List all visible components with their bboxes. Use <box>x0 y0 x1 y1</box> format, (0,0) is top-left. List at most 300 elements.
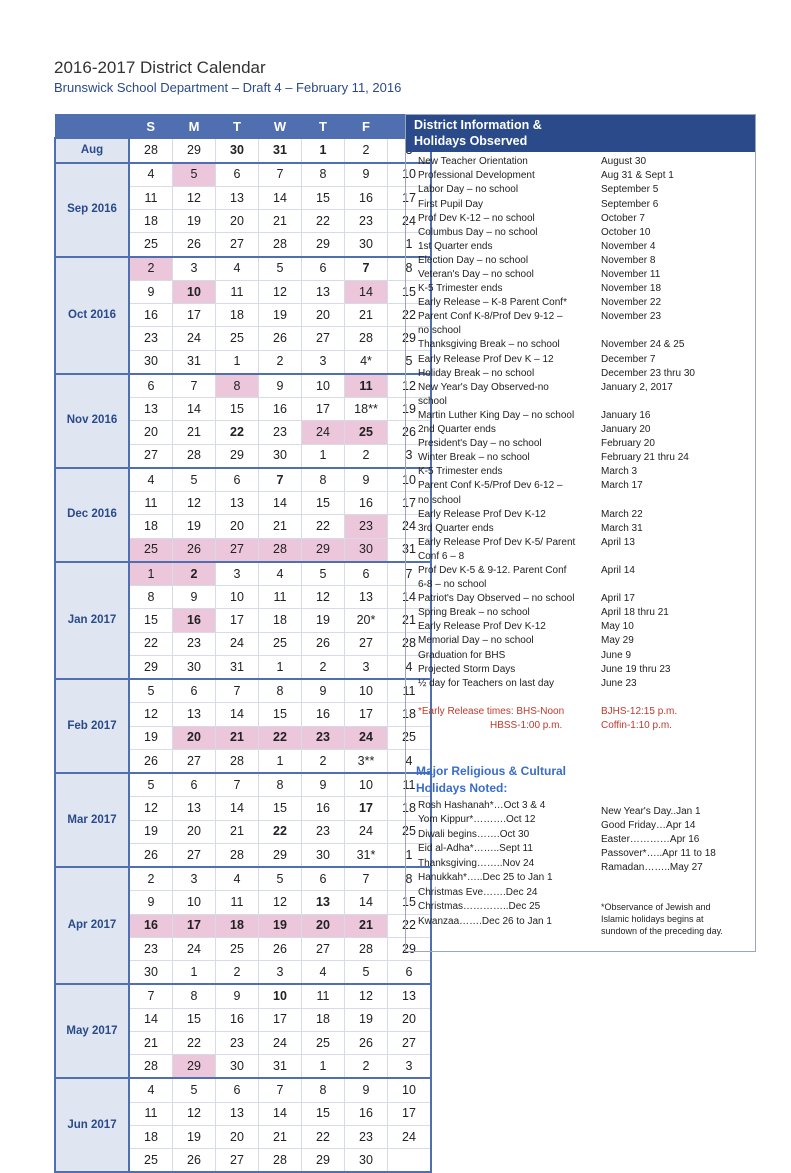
calendar-day: 29 <box>302 1149 345 1173</box>
calendar-day: 21 <box>345 914 388 937</box>
info-row <box>406 169 755 183</box>
calendar-day: 5 <box>129 773 173 797</box>
calendar-day: 22 <box>302 210 345 233</box>
month-label: Apr 2017 <box>55 867 129 984</box>
calendar-day: 12 <box>388 374 432 398</box>
info-row <box>406 282 755 296</box>
calendar-day: 20 <box>302 914 345 937</box>
info-row <box>406 198 755 212</box>
calendar-day: 17 <box>388 1102 432 1125</box>
calendar-day: 4 <box>388 655 432 679</box>
calendar-day: 7 <box>216 773 259 797</box>
info-event: 2nd Quarter ends <box>418 424 496 436</box>
calendar-day: 9 <box>259 374 302 398</box>
info-row <box>406 212 755 226</box>
month-label: Jun 2017 <box>55 1078 129 1172</box>
weekday-header: S <box>129 115 173 139</box>
calendar-week-row <box>55 773 431 797</box>
calendar-day: 26 <box>259 937 302 960</box>
calendar-day: 17 <box>216 609 259 632</box>
calendar-week-row <box>55 867 431 891</box>
calendar-day: 24 <box>216 632 259 655</box>
calendar-day: 11 <box>388 679 432 703</box>
info-date: November 22 <box>601 297 662 309</box>
calendar-day: 3 <box>388 1055 432 1079</box>
calendar-day: 2 <box>345 1055 388 1079</box>
calendar-day: 4 <box>216 867 259 891</box>
religious-list-left <box>406 799 601 937</box>
calendar-day: 20 <box>216 1125 259 1148</box>
calendar-day: 22 <box>173 1031 216 1054</box>
calendar-day: 8 <box>388 257 432 281</box>
calendar-day: 10 <box>345 773 388 797</box>
note-line-2: Islamic holidays begins at <box>601 913 704 924</box>
calendar-day: 14 <box>216 797 259 820</box>
calendar-day: 1 <box>129 562 173 586</box>
info-event: Parent Conf K-8/Prof Dev 9-12 – <box>418 311 563 323</box>
calendar-day: 29 <box>173 1055 216 1079</box>
info-row <box>406 550 755 564</box>
page-title: 2016-2017 District Calendar <box>54 58 266 77</box>
calendar-day: 8 <box>302 468 345 492</box>
calendar-day: 4 <box>302 961 345 985</box>
info-event: First Pupil Day <box>418 198 484 210</box>
calendar-day: 12 <box>129 797 173 820</box>
calendar-day: 26 <box>259 327 302 350</box>
calendar-day: 20 <box>216 515 259 538</box>
calendar-day: 29 <box>173 138 216 162</box>
religious-holidays <box>406 799 755 937</box>
calendar-day: 28 <box>259 233 302 257</box>
calendar-day: 14 <box>345 891 388 914</box>
calendar-day: 17 <box>388 492 432 515</box>
info-event: Columbus Day – no school <box>418 226 538 238</box>
info-event: Graduation for BHS <box>418 649 506 661</box>
calendar-day: 29 <box>302 538 345 562</box>
info-row <box>406 353 755 367</box>
info-event: Patriot's Day Observed – no school <box>418 593 575 605</box>
calendar-day: 24 <box>259 1031 302 1054</box>
info-date: December 7 <box>601 353 656 365</box>
calendar-day: 18 <box>259 609 302 632</box>
calendar-day: 18 <box>302 1008 345 1031</box>
page-subtitle: Brunswick School Department – Draft 4 – February 11, 2016 <box>54 80 402 95</box>
calendar-day: 28 <box>345 327 388 350</box>
calendar-day: 27 <box>302 327 345 350</box>
calendar-day: 26 <box>388 421 432 444</box>
info-row <box>406 367 755 381</box>
info-row <box>406 479 755 493</box>
info-event: Spring Break – no school <box>418 607 530 619</box>
calendar-day: 28 <box>173 444 216 468</box>
calendar-day: 29 <box>216 444 259 468</box>
calendar-day: 11 <box>216 891 259 914</box>
calendar-day: 24 <box>345 726 388 749</box>
info-date: November 11 <box>601 269 661 280</box>
calendar-day: 25 <box>129 538 173 562</box>
calendar-day: 27 <box>216 233 259 257</box>
calendar-day: 16 <box>302 703 345 726</box>
info-row <box>406 578 755 592</box>
calendar-day: 13 <box>345 586 388 609</box>
calendar-day: 8 <box>173 984 216 1008</box>
calendar-day: 8 <box>216 374 259 398</box>
calendar-week-row <box>55 468 431 492</box>
calendar-day: 10 <box>173 891 216 914</box>
calendar-day: 6 <box>302 257 345 281</box>
calendar-day: 17 <box>302 398 345 421</box>
calendar-day: 8 <box>259 679 302 703</box>
calendar-day: 1 <box>302 138 345 162</box>
calendar-day: 10 <box>388 1078 432 1102</box>
calendar-day: 4 <box>388 749 432 773</box>
info-row <box>406 254 755 268</box>
calendar-day: 7 <box>216 679 259 703</box>
religious-list-right <box>601 805 755 875</box>
calendar-day: 20 <box>173 820 216 843</box>
calendar-day: 4 <box>129 1078 173 1102</box>
calendar-day: 16 <box>345 1102 388 1125</box>
calendar-day: 26 <box>129 749 173 773</box>
calendar-day: 26 <box>173 538 216 562</box>
info-date: April 14 <box>601 564 635 576</box>
calendar-day: 7 <box>259 163 302 187</box>
info-date <box>601 395 755 409</box>
major-heading-line2: Holidays Noted: <box>416 780 508 795</box>
religious-holiday: Rosh Hashanah*…Oct 3 & 4 <box>418 799 546 811</box>
calendar-body <box>55 138 431 1172</box>
info-row <box>406 240 755 254</box>
calendar-day: 18 <box>129 1125 173 1148</box>
calendar-day: 7 <box>173 374 216 398</box>
calendar-day: 11 <box>216 280 259 303</box>
info-row <box>406 296 755 310</box>
weekday-header: W <box>259 115 302 139</box>
calendar-day: 27 <box>345 632 388 655</box>
calendar-day: 1 <box>302 1055 345 1079</box>
info-event: Early Release Prof Dev K – 12 <box>418 353 554 365</box>
calendar-day: 26 <box>173 1149 216 1173</box>
calendar-day: 20 <box>302 304 345 327</box>
weekday-header: M <box>173 115 216 139</box>
calendar-day: 6 <box>129 374 173 398</box>
calendar-day: 2 <box>173 562 216 586</box>
calendar-day: 1 <box>173 961 216 985</box>
calendar-day: 7 <box>345 257 388 281</box>
calendar-day: 6 <box>388 961 432 985</box>
info-event: K-5 Trimester ends <box>418 283 503 295</box>
calendar-day: 16 <box>259 398 302 421</box>
calendar-day: 9 <box>129 280 173 303</box>
calendar-day: 16 <box>129 914 173 937</box>
calendar-day: 3 <box>345 655 388 679</box>
calendar-day: 3 <box>302 350 345 374</box>
calendar-day: 21 <box>129 1031 173 1054</box>
calendar-day: 30 <box>345 233 388 257</box>
calendar-day: 10 <box>216 586 259 609</box>
calendar-day: 6 <box>173 773 216 797</box>
calendar-day: 24 <box>388 210 432 233</box>
month-label: Feb 2017 <box>55 679 129 773</box>
calendar-day: 22 <box>259 820 302 843</box>
info-event: Prof Dev K-5 & 9-12. Parent Conf <box>418 564 567 576</box>
calendar-day: 23 <box>345 1125 388 1148</box>
info-event: Conf 6 – 8 <box>418 550 465 562</box>
calendar-day: 10 <box>259 984 302 1008</box>
calendar-day: 29 <box>388 937 432 960</box>
info-row <box>406 620 755 634</box>
calendar-day: 7 <box>259 1078 302 1102</box>
month-label: Dec 2016 <box>55 468 129 562</box>
calendar-day: 16 <box>345 492 388 515</box>
calendar-day: 12 <box>173 186 216 209</box>
calendar-day: 28 <box>129 138 173 162</box>
calendar-day: 19 <box>345 1008 388 1031</box>
calendar-day: 3 <box>259 961 302 985</box>
calendar-day: 7 <box>259 468 302 492</box>
info-date <box>601 578 755 592</box>
info-row <box>406 634 755 648</box>
info-event: Early Release Prof Dev K-5/ Parent <box>418 536 576 548</box>
info-event: Prof Dev K-12 – no school <box>418 212 535 224</box>
calendar-day: 20 <box>216 210 259 233</box>
calendar-day: 19 <box>173 210 216 233</box>
calendar-day: 22 <box>388 914 432 937</box>
calendar-day: 26 <box>302 632 345 655</box>
calendar-day: 25 <box>216 937 259 960</box>
info-event: New Year's Day Observed-no <box>418 381 549 393</box>
info-row <box>406 226 755 240</box>
calendar-day: 17 <box>388 186 432 209</box>
calendar-day: 22 <box>216 421 259 444</box>
info-event: Early Release Prof Dev K-12 <box>418 621 546 633</box>
info-date: February 20 <box>601 438 655 450</box>
info-date: May 10 <box>601 621 634 633</box>
info-row <box>406 494 755 508</box>
calendar-day: 11 <box>259 586 302 609</box>
calendar-day: 14 <box>173 398 216 421</box>
info-date: Aug 31 & Sept 1 <box>601 170 674 182</box>
info-event: no school <box>418 325 461 337</box>
release-left-2: HBSS-1:00 p.m. <box>490 719 563 731</box>
calendar-day: 3 <box>173 867 216 891</box>
info-date: November 4 <box>601 240 656 252</box>
calendar-day: 8 <box>129 586 173 609</box>
calendar-day: 3 <box>388 444 432 468</box>
calendar-day: 25 <box>345 421 388 444</box>
calendar-day: 17 <box>173 914 216 937</box>
calendar-day: 2 <box>345 138 388 162</box>
calendar-day: 11 <box>302 984 345 1008</box>
info-row <box>406 338 755 352</box>
calendar-day: 5 <box>259 257 302 281</box>
weekday-header: T <box>216 115 259 139</box>
calendar-week-row <box>55 679 431 703</box>
calendar-day: 5 <box>173 163 216 187</box>
calendar-day: 16 <box>216 1008 259 1031</box>
info-date: March 17 <box>601 480 643 492</box>
calendar-day: 21 <box>259 210 302 233</box>
calendar-day: 30 <box>259 444 302 468</box>
calendar-day: 19 <box>302 609 345 632</box>
calendar-day: 25 <box>259 632 302 655</box>
calendar-day: 28 <box>259 538 302 562</box>
info-date <box>601 494 755 508</box>
info-event: K-5 Trimester ends <box>418 466 503 478</box>
info-date: April 13 <box>601 536 635 548</box>
month-label: Aug <box>55 138 129 162</box>
calendar-day: 9 <box>345 1078 388 1102</box>
calendar-day: 13 <box>173 797 216 820</box>
info-row <box>406 381 755 395</box>
month-label: Oct 2016 <box>55 257 129 374</box>
calendar-week-row <box>55 257 431 281</box>
info-date: December 23 thru 30 <box>601 367 695 379</box>
calendar-day: 10 <box>345 679 388 703</box>
calendar-day: 18** <box>345 398 388 421</box>
calendar-day: 23 <box>302 820 345 843</box>
religious-holiday: Christmas…………..Dec 25 <box>418 901 541 913</box>
calendar-week-row <box>55 562 431 586</box>
calendar-day: 19 <box>259 914 302 937</box>
info-panel-heading <box>406 115 755 152</box>
district-info-panel <box>405 114 756 952</box>
calendar-day: 11 <box>388 773 432 797</box>
calendar-day: 12 <box>302 586 345 609</box>
calendar-day: 7 <box>129 984 173 1008</box>
calendar-day: 4 <box>216 257 259 281</box>
info-event: Early Release – K-8 Parent Conf* <box>418 297 567 309</box>
calendar-day: 14 <box>216 703 259 726</box>
calendar-day: 11 <box>129 1102 173 1125</box>
observance-note <box>601 901 755 937</box>
calendar-day: 27 <box>388 1031 432 1054</box>
calendar-day: 19 <box>129 820 173 843</box>
calendar-day: 12 <box>173 1102 216 1125</box>
info-date: January 16 <box>601 409 651 421</box>
calendar-day: 7 <box>388 562 432 586</box>
calendar-day: 8 <box>302 1078 345 1102</box>
calendar-day: 17 <box>345 703 388 726</box>
calendar-day: 31 <box>216 655 259 679</box>
calendar-day: 22 <box>129 632 173 655</box>
calendar-day: 26 <box>129 843 173 867</box>
info-row <box>406 155 755 169</box>
month-label: Sep 2016 <box>55 163 129 257</box>
calendar-day: 14 <box>259 186 302 209</box>
calendar-day: 29 <box>129 655 173 679</box>
info-event: New Teacher Orientation <box>418 156 528 168</box>
calendar-table <box>54 114 432 1173</box>
calendar-day: 25 <box>388 726 432 749</box>
calendar-day: 31 <box>259 1055 302 1079</box>
calendar-day: 27 <box>173 749 216 773</box>
info-date: November 23 <box>601 311 662 323</box>
calendar-day: 25 <box>129 1149 173 1173</box>
info-date <box>601 324 755 338</box>
info-event: Election Day – no school <box>418 254 529 266</box>
calendar-day: 19 <box>388 398 432 421</box>
calendar-day: 17 <box>173 304 216 327</box>
calendar-day: 6 <box>173 679 216 703</box>
calendar-day: 25 <box>388 820 432 843</box>
calendar-day: 30 <box>129 350 173 374</box>
info-date: August 30 <box>601 156 647 168</box>
calendar-day: 13 <box>388 984 432 1008</box>
info-date: February 21 thru 24 <box>601 452 689 464</box>
calendar-day: 23 <box>173 632 216 655</box>
calendar-day: 16 <box>129 304 173 327</box>
calendar-day: 16 <box>173 609 216 632</box>
calendar-day: 10 <box>302 374 345 398</box>
calendar-day: 24 <box>388 1125 432 1148</box>
calendar-day: 29 <box>259 843 302 867</box>
calendar-day: 12 <box>259 280 302 303</box>
calendar-day: 12 <box>173 492 216 515</box>
calendar-day: 13 <box>216 492 259 515</box>
calendar-day: 18 <box>129 515 173 538</box>
calendar-day: 15 <box>302 1102 345 1125</box>
info-row <box>406 423 755 437</box>
info-row <box>406 310 755 324</box>
calendar-day: 14 <box>259 492 302 515</box>
info-row <box>406 409 755 423</box>
calendar-day: 1 <box>216 350 259 374</box>
calendar-day: 5 <box>173 1078 216 1102</box>
calendar-day: 2 <box>216 961 259 985</box>
calendar-day: 2 <box>302 655 345 679</box>
weekday-header: F <box>345 115 388 139</box>
calendar-day: 28 <box>216 843 259 867</box>
calendar-day: 1 <box>259 749 302 773</box>
info-date: January 2, 2017 <box>601 381 673 393</box>
month-label: Jan 2017 <box>55 562 129 679</box>
calendar-day: 23 <box>302 726 345 749</box>
info-date: November 8 <box>601 254 656 266</box>
info-list <box>406 155 755 691</box>
calendar-day: 21 <box>259 1125 302 1148</box>
calendar-day: 9 <box>345 163 388 187</box>
calendar-day: 15 <box>259 797 302 820</box>
info-row <box>406 536 755 550</box>
calendar-day: 22 <box>302 515 345 538</box>
calendar-day: 12 <box>345 984 388 1008</box>
calendar-day: 21 <box>216 726 259 749</box>
calendar-day: 4 <box>129 468 173 492</box>
calendar-day: 10 <box>388 468 432 492</box>
calendar-day: 10 <box>173 280 216 303</box>
calendar-day: 15 <box>302 186 345 209</box>
calendar-day: 9 <box>345 468 388 492</box>
info-event: Winter Break – no school <box>418 452 530 464</box>
release-left-1: *Early Release times: BHS-Noon <box>418 705 565 717</box>
info-event: 6-8 – no school <box>418 579 487 591</box>
info-heading-line1: District Information & <box>414 118 542 132</box>
religious-list-right-wrap <box>601 799 755 937</box>
month-label: May 2017 <box>55 984 129 1078</box>
info-date: March 22 <box>601 508 643 520</box>
calendar-day: 8 <box>259 773 302 797</box>
religious-holiday: Thanksgiving……..Nov 24 <box>418 857 535 869</box>
calendar-day: 1 <box>388 843 432 867</box>
calendar-day: 25 <box>129 233 173 257</box>
calendar-day: 16 <box>345 186 388 209</box>
calendar-week-row <box>55 1078 431 1102</box>
calendar-day: 2 <box>302 749 345 773</box>
calendar-day: 31 <box>388 538 432 562</box>
religious-holiday: Diwali begins…….Oct 30 <box>418 828 530 840</box>
calendar-day: 15 <box>302 492 345 515</box>
